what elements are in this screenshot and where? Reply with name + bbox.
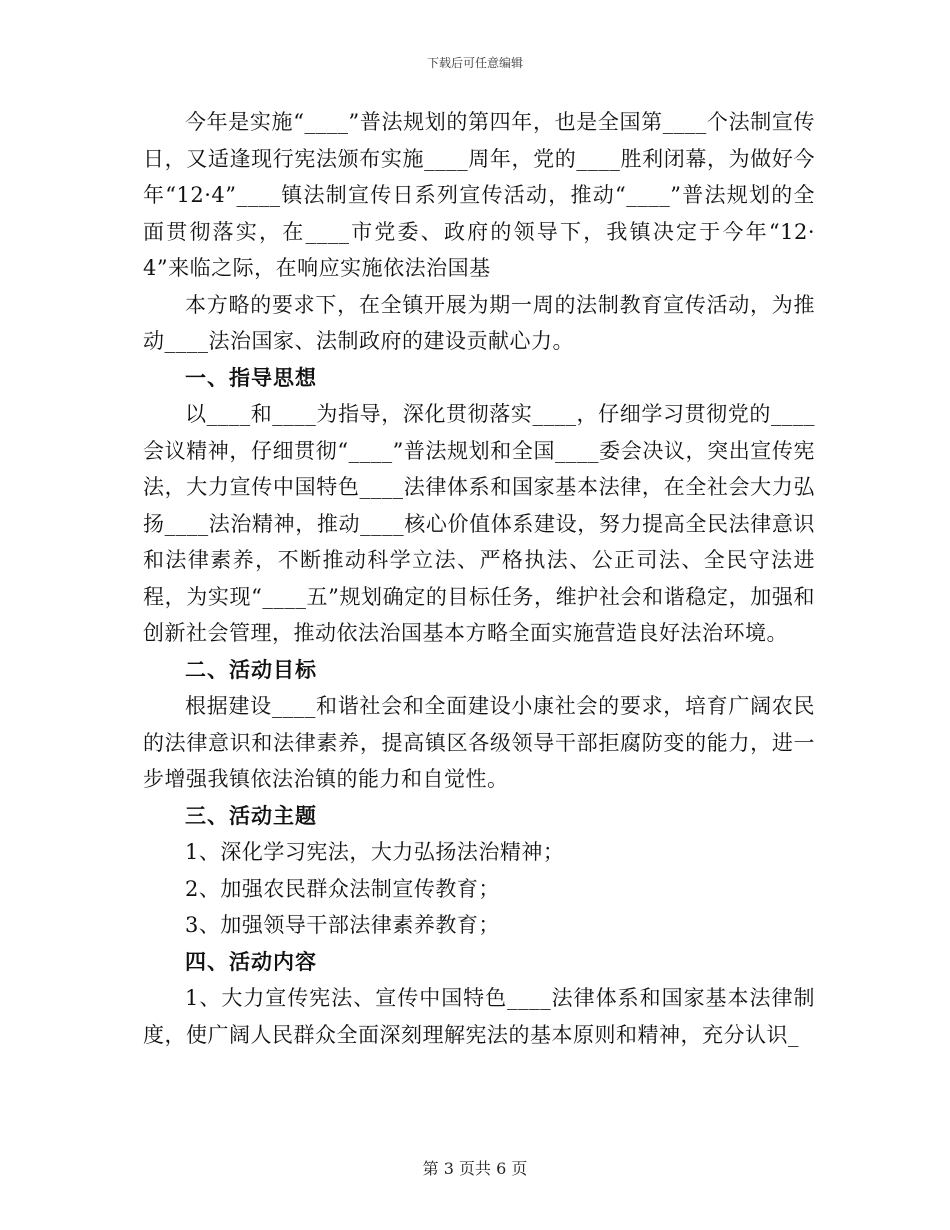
theme-item-2: 2、加强农民群众法制宣传教育； — [185, 876, 500, 901]
heading-activity-content: 四、活动内容 — [185, 949, 317, 974]
activity-goal-paragraph: 根据建设____和谐社会和全面建设小康社会的要求，培育广阔农民的法律意识和法律素养，提高镇区各级领导干部拒腐防变的能力，进一步增强我镇依法治镇的能力和自觉性。 — [143, 694, 815, 791]
page-number: 第 3 页共 6 页 — [422, 1159, 528, 1178]
intro-paragraph-2: 本方略的要求下，在全镇开展为期一周的法制教育宣传活动，为推动____法治国家、法制政府的建设贡献心力。 — [143, 292, 815, 353]
intro-paragraph-1: 今年是实施“____”普法规划的第四年，也是全国第____个法制宣传日，又适逢现行宪法颁布实施____周年，党的____胜利闭幕，为做好今年“12·4”____镇法制宣传日系列宣传活动，推动“____”普法规划的全面贯彻落实，在____市党委、政府的领导下，我镇决定于今年“12·4”来临之际，在响应实施依法治国基 — [143, 110, 815, 280]
heading-guiding-thought: 一、指导思想 — [185, 365, 317, 390]
header-note: 下载后可任意编辑 — [426, 56, 523, 70]
heading-activity-goal: 二、活动目标 — [185, 657, 317, 682]
theme-item-1: 1、深化学习宪法，大力弘扬法治精神； — [185, 840, 565, 864]
theme-item-3: 3、加强领导干部法律素养教育； — [185, 913, 500, 937]
heading-activity-theme: 三、活动主题 — [185, 803, 317, 828]
guiding-thought-paragraph: 以____和____为指导，深化贯彻落实____，仔细学习贯彻党的____会议精神，仔细贯彻“____”普法规划和全国____委会决议，突出宣传宪法，大力宣传中国特色____法律体系和国家基本法律，在全社会大力弘扬____法治精神，推动____核心价值体系建设，努力提高全民法律意识和法律素养，不断推动科学立法、严格执法、公正司法、全民守法进程，为实现“____五”规划确定的目标任务，维护社会和谐稳定，加强和创新社会管理，推动依法治国基本方略全面实施营造良好法治环境。 — [143, 402, 815, 645]
document-body — [143, 104, 815, 1053]
activity-content-paragraph-1: 1、大力宣传宪法、宣传中国特色____法律体系和国家基本法律制度，使广阔人民群众全面深刻理解宪法的基本原则和精神，充分认识_ — [143, 986, 815, 1047]
